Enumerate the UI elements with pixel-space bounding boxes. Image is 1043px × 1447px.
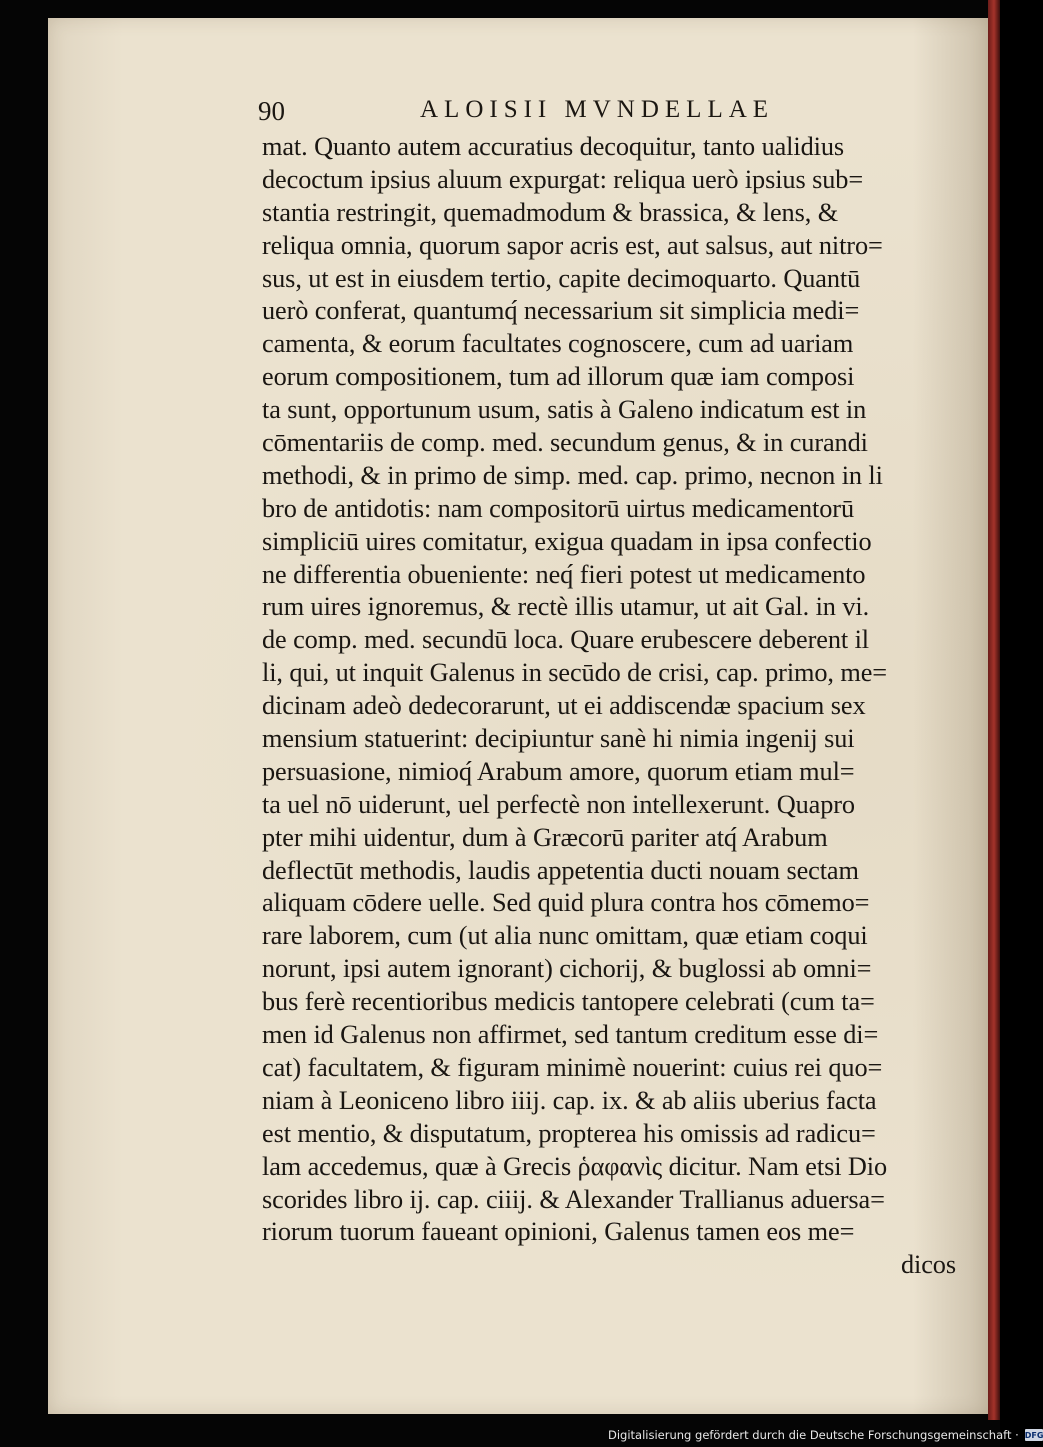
text-line: decoctum ipsius aluum expurgat: reliqua uerò ipsius sub= [262, 164, 864, 194]
running-head: ALOISII MVNDELLAE [420, 96, 775, 123]
text-line: mensium statuerint: decipiuntur sanè hi nimia ingenij sui [262, 724, 855, 754]
text-line: methodi, & in primo de simp. med. cap. primo, necnon in li [262, 460, 883, 490]
text-line: rum uires ignoremus, & rectè illis utamur, ut ait Gal. in vi. [262, 592, 870, 622]
text-line: scorides libro ij. cap. ciiij. & Alexander Trallianus aduersa= [262, 1184, 885, 1214]
text-line: li, qui, ut inquit Galenus in secūdo de crisi, cap. primo, me= [262, 658, 888, 688]
text-line: norunt, ipsi autem ignorant) cichorij, & buglossi ab omni= [262, 954, 872, 984]
text-line: men id Galenus non affirmet, sed tantum creditum esse di= [262, 1020, 879, 1050]
text-line: reliqua omnia, quorum sapor acris est, aut salsus, aut nitro= [262, 230, 883, 260]
page-header [258, 96, 828, 132]
dfg-logo-icon: DFG [1024, 1430, 1043, 1440]
text-line: aliquam cōdere uelle. Sed quid plura contra hos cōmemo= [262, 888, 870, 918]
text-line: persuasione, nimioq́ Arabum amore, quorum etiam mul= [262, 756, 855, 786]
text-line: cat) facultatem, & figuram minimè nouerint: cuius rei quo= [262, 1052, 883, 1082]
text-line: deflectūt methodis, laudis appetentia ducti nouam sectam [262, 855, 859, 885]
body-text [262, 131, 962, 1282]
text-line: pter mihi uidentur, dum à Græcorū pariter atq́ Arabum [262, 822, 828, 852]
book-spine-edge [988, 0, 1000, 1420]
text-line: cōmentariis de comp. med. secundum genus, & in curandi [262, 428, 868, 458]
digitization-footer [608, 1426, 1043, 1444]
text-line: bro de antidotis: nam compositorū uirtus medicamentorū [262, 493, 855, 523]
text-line: de comp. med. secundū loca. Quare erubescere deberent il [262, 625, 869, 655]
text-line: sus, ut est in eiusdem tertio, capite decimoquarto. Quantū [262, 263, 861, 293]
text-line: ta sunt, opportunum usum, satis à Galeno indicatum est in [262, 395, 867, 425]
text-line: stantia restringit, quemadmodum & brassica, & lens, & [262, 197, 839, 227]
text-line: lam accedemus, quæ à Grecis ῥαφανὶς dicitur. Nam etsi Dio [262, 1151, 888, 1181]
text-line: riorum tuorum faueant opinioni, Galenus tamen eos me= [262, 1217, 855, 1247]
text-line: ne differentia obueniente: neq́ fieri potest ut medicamento [262, 559, 866, 589]
text-line: rare laborem, cum (ut alia nunc omittam, quæ etiam coqui [262, 921, 868, 951]
text-line: camenta, & eorum facultates cognoscere, cum ad uariam [262, 329, 854, 359]
text-line: dicinam adeò dedecorarunt, ut ei addiscendæ spacium sex [262, 691, 866, 721]
text-line: eorum compositionem, tum ad illorum quæ iam composi [262, 362, 855, 392]
footer-credit: Digitalisierung gefördert durch die Deutsche Forschungsgemeinschaft · [608, 1428, 1019, 1442]
text-line: bus ferè recentioribus medicis tantopere celebrati (cum ta= [262, 987, 875, 1017]
text-line: simpliciū uires comitatur, exigua quadam in ipsa confectio [262, 526, 872, 556]
text-line: ta uel nō uiderunt, uel perfectè non intellexerunt. Quapro [262, 789, 855, 819]
page-number: 90 [258, 96, 285, 126]
catchword: dicos [900, 1250, 956, 1280]
text-line: est mentio, & disputatum, propterea his omissis ad radicu= [262, 1118, 876, 1148]
text-line: niam à Leoniceno libro iiij. cap. ix. & ab aliis uberius facta [262, 1085, 877, 1115]
text-line: uerò conferat, quantumq́ necessarium sit simplicia medi= [262, 296, 860, 326]
text-line: mat. Quanto autem accuratius decoquitur, tanto ualidius [262, 132, 845, 161]
